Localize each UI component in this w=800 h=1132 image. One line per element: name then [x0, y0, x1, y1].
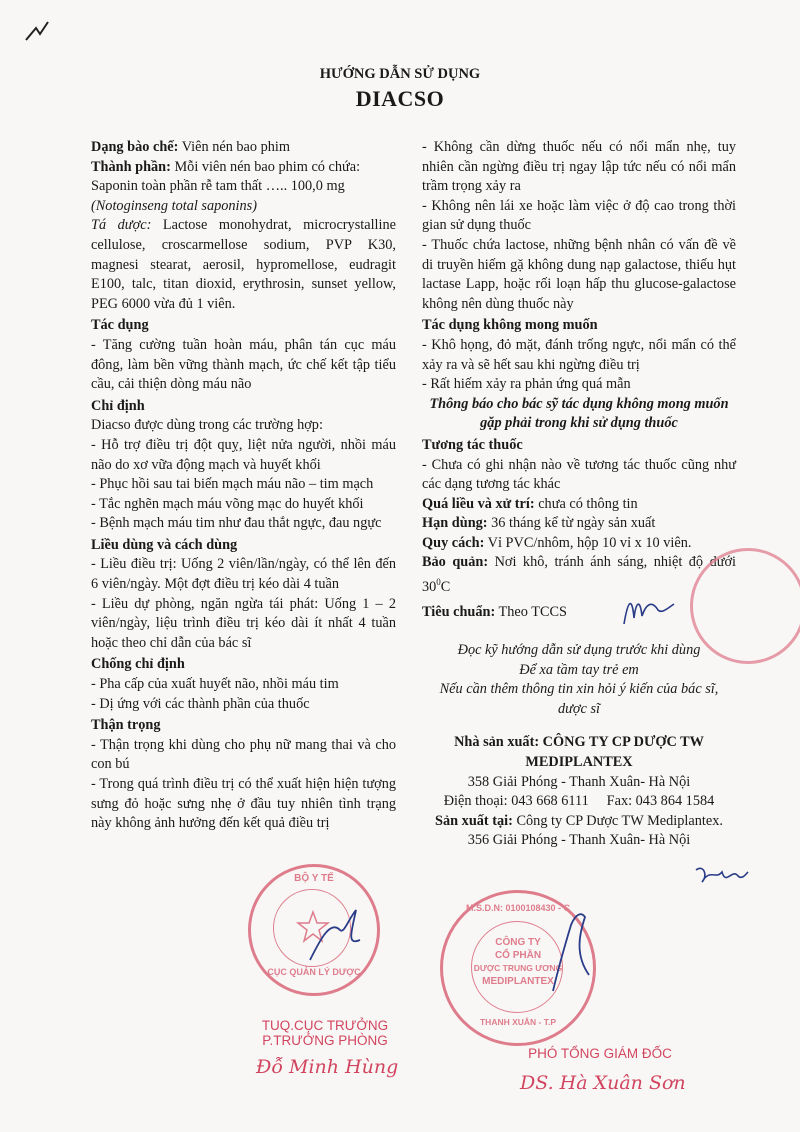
interactions-text: - Chưa có ghi nhận nào về tương tác thuốc cũng như các dạng tương tác khác: [422, 456, 736, 493]
advice-line: Đọc kỹ hướng dẫn sử dụng trước khi dùng: [457, 642, 701, 659]
active-ingredient: Saponin toàn phần rễ tam thất ….. 100,0 mg: [91, 178, 345, 195]
right-signer-name: DS. Hà Xuân Sơn: [520, 1072, 686, 1094]
stamp-line-4: MEDIPLANTEX: [482, 976, 554, 987]
list-item: - Bệnh mạch máu tim như đau thắt ngực, đau ngực: [91, 515, 382, 532]
list-item: - Khô họng, đỏ mặt, đánh trống ngực, nổi mẩn có thể xảy ra và sẽ hết sau khi ngừng điều trị: [422, 336, 736, 373]
list-item: - Không cần dừng thuốc nếu có nổi mẩn nhẹ, tuy nhiên cần ngừng điều trị ngay lập tức nếu có nổi mẩn trầm trọng xảy ra: [422, 139, 736, 195]
list-item: - Hỗ trợ điều trị đột quỵ, liệt nửa người, nhồi máu não do xơ vữa động mạch và huyết khối: [91, 436, 396, 473]
advice-line: Để xa tầm tay trẻ em: [519, 661, 639, 678]
ink-mark-icon: [22, 18, 52, 48]
standard: Tiêu chuẩn: Theo TCCS: [422, 604, 567, 621]
advice-block: [422, 641, 736, 719]
storage: Bảo quản: Nơi khô, tránh ánh sáng, nhiệt độ dưới $30^0C$: [422, 554, 736, 595]
stamp-line-3: DƯỢC TRUNG ƯƠNG: [473, 963, 563, 973]
composition: Thành phần: Mỗi viên nén bao phim có chứa:: [91, 158, 361, 175]
left-signature-icon: [300, 900, 370, 970]
stamp-line-1: CÔNG TY: [495, 937, 541, 948]
advice-line: Nếu cần thêm thông tin xin hỏi ý kiến của bác sĩ, dược sĩ: [439, 681, 719, 717]
list-item: - Trong quá trình điều trị có thể xuất hiện hiện tượng sưng đỏ hoặc sưng nhẹ ở đầu tuy nhiên tình trạng này không ảnh hưởng đến kết quả điều trị: [91, 776, 396, 832]
dosage-form: Dạng bào chế: Viên nén bao phim: [91, 139, 291, 155]
active-latin: (Notoginseng total saponins): [91, 197, 258, 214]
right-signature-icon: [545, 905, 595, 995]
notice-text: Thông báo cho bác sỹ tác dụng không mong muốn gặp phải trong khi sử dụng thuốc: [429, 395, 729, 432]
left-signer-title-2: P.TRƯỞNG PHÒNG: [262, 1033, 388, 1048]
interactions-heading: Tương tác thuốc: [422, 436, 523, 453]
right-column: [422, 138, 736, 851]
packaging: Quy cách: Vỉ PVC/nhôm, hộp 10 vỉ x 10 viên.: [422, 534, 692, 551]
manufacturer-block: [422, 733, 736, 851]
left-signer-title: [236, 1018, 414, 1048]
contraindications-heading: Chống chỉ định: [91, 656, 185, 673]
right-signer-title: PHÓ TỔNG GIÁM ĐỐC: [528, 1046, 672, 1061]
stamp-left-bottom-text: CỤC QUẢN LÝ DƯỢC: [267, 967, 361, 977]
caution-heading: Thận trọng: [91, 717, 161, 734]
expiry: Hạn dùng: 36 tháng kể từ ngày sản xuất: [422, 515, 656, 532]
right-margin-stamp-icon: [690, 548, 800, 664]
left-signer-title-1: TUQ.CỤC TRƯỞNG: [261, 1018, 389, 1033]
effects-heading: Tác dụng: [91, 317, 149, 334]
effects-text: - Tăng cường tuần hoàn máu, phân tán cục máu đông, làm bền vững thành mạch, ức chế kết tập tiểu cầu, cải thiện dòng máu não: [91, 336, 396, 393]
list-item: - Liều điều trị: Uống 2 viên/lần/ngày, có thể lên đến 6 viên/ngày. Một đợt điều trị kéo dài 4 tuần: [91, 556, 396, 593]
manufacturer-address: 358 Giải Phóng - Thanh Xuân- Hà Nội: [467, 773, 691, 790]
stamp-left-top-text: BỘ Y TẾ: [294, 873, 334, 884]
excipients: Tá dược: Lactose monohydrat, microcrystalline cellulose, croscarmellose sodium, PVP K30, magnesi stearat, aerosil, hypromellose, eudragit E100, talc, titan dioxid, erythrosin, sunset yellow, PEG 6000 vừa đủ 1 viên.: [91, 217, 396, 312]
list-item: - Không nên lái xe hoặc làm việc ở độ cao trong thời gian sử dụng thuốc: [422, 197, 736, 234]
director-initial-signature-icon: [692, 860, 750, 894]
list-item: - Thận trọng khi dùng cho phụ nữ mang thai và cho con bú: [91, 736, 396, 773]
overdose: Quá liều và xử trí: chưa có thông tin: [422, 495, 638, 512]
left-column: [91, 138, 396, 834]
stamp-line-2: CỔ PHẦN: [494, 950, 542, 961]
stamp-ring-top-text: M.S.D.N: 0100108430 - C: [465, 903, 571, 913]
list-item: - Dị ứng với các thành phần của thuốc: [91, 695, 310, 712]
list-item: - Thuốc chứa lactose, những bệnh nhân có vấn đề về di truyền hiếm gặ không dung nạp galactose, thiếu hụt lactase Lapp, hoặc rối loạn hấp thu glucose-galactose không nên dùng thuốc này: [422, 236, 736, 312]
list-item: - Pha cấp của xuất huyết não, nhồi máu tim: [91, 676, 339, 693]
list-item: - Tắc nghẽn mạch máu võng mạc do huyết khối: [91, 495, 364, 512]
left-signer-name: Đỗ Minh Hùng: [256, 1056, 399, 1078]
indications-intro: Diacso được dùng trong các trường hợp:: [91, 417, 323, 434]
stamp-ring-bottom-text: THANH XUÂN - T.P: [479, 1017, 557, 1027]
dosage-heading: Liều dùng và cách dùng: [91, 536, 238, 553]
list-item: - Liều dự phòng, ngăn ngừa tái phát: Uống 1 – 2 viên/ngày, liệu trình điều trị kéo dài ít nhất 4 tuần hoặc theo chỉ dẫn của bác sĩ: [91, 595, 396, 651]
product-name: DIACSO: [355, 86, 445, 111]
page-title: HƯỚNG DẪN SỬ DỤNG: [319, 66, 481, 82]
production-address: 356 Giải Phóng - Thanh Xuân- Hà Nội: [467, 832, 691, 849]
manufacturer: Nhà sản xuất: CÔNG TY CP DƯỢC TW MEDIPLANTEX: [454, 734, 704, 770]
side-effects-heading: Tác dụng không mong muốn: [422, 317, 598, 334]
list-item: - Rất hiếm xảy ra phản ứng quá mẫn: [422, 376, 631, 393]
indications-heading: Chỉ định: [91, 397, 145, 414]
approval-signature-icon: [618, 590, 678, 630]
contact: Điện thoại: 043 668 6111 Fax: 043 864 1584: [443, 793, 715, 810]
list-item: - Phục hồi sau tai biến mạch máu não – tim mạch: [91, 476, 374, 493]
production-site: Sản xuất tại: Công ty CP Dược TW Mediplantex.: [435, 812, 723, 829]
